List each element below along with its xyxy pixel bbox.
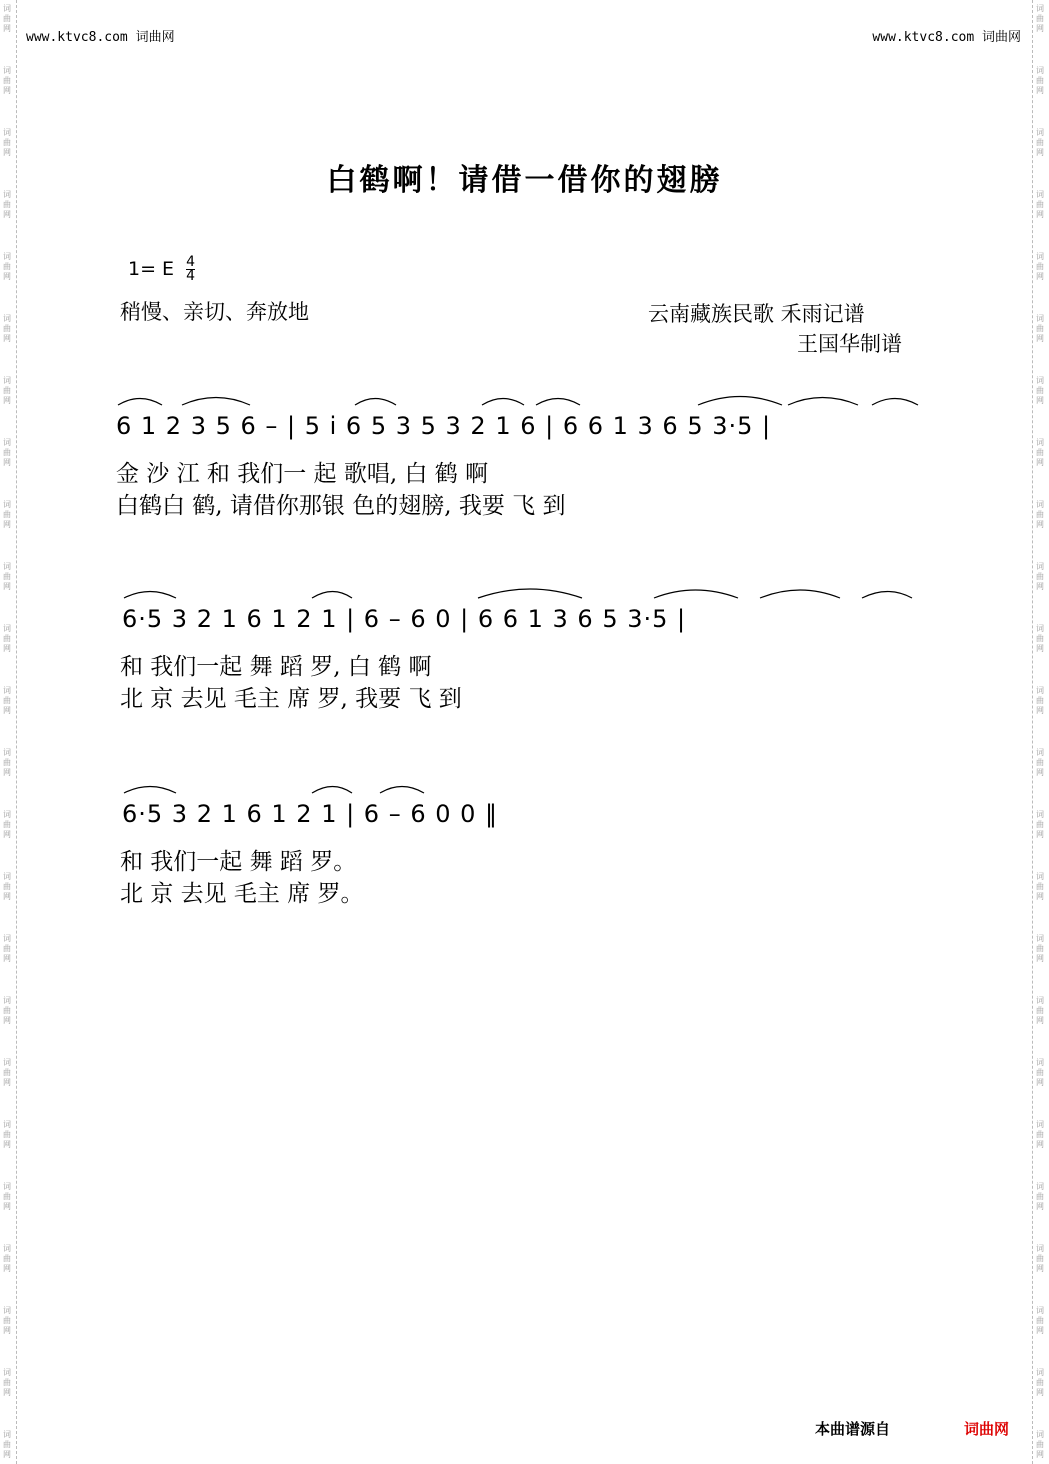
lyrics-line-3a: 和 我们一起 舞 蹈 罗。	[120, 849, 357, 875]
side-watermark-text: 词曲网	[3, 934, 11, 963]
side-watermark-text: 词曲网	[1036, 1182, 1044, 1211]
side-watermark-text: 词曲网	[1036, 190, 1044, 219]
slur	[698, 397, 782, 406]
slur	[654, 590, 738, 598]
side-watermark-text: 词曲网	[3, 1306, 11, 1335]
side-watermark-text: 词曲网	[3, 686, 11, 715]
time-signature-top: 4	[186, 254, 196, 270]
side-watermark-text: 词曲网	[3, 1244, 11, 1273]
lyrics-line-2b: 北 京 去见 毛主 席 罗, 我要 飞 到	[120, 686, 462, 712]
side-watermark-text: 词曲网	[1036, 872, 1044, 901]
side-watermark-text: 词曲网	[3, 996, 11, 1025]
slur	[312, 787, 352, 794]
side-watermark-text: 词曲网	[3, 1058, 11, 1087]
side-watermark-text: 词曲网	[1036, 314, 1044, 343]
side-watermark-text: 词曲网	[1036, 376, 1044, 405]
side-watermark-text: 词曲网	[3, 252, 11, 281]
site-link-right[interactable]: www.ktvc8.com 词曲网	[872, 30, 1021, 45]
side-watermark-text: 词曲网	[3, 66, 11, 95]
side-watermark-text: 词曲网	[3, 128, 11, 157]
side-watermark-text: 词曲网	[1036, 438, 1044, 467]
notation-line-2: 6·5 3 2 1 6 1 2 1 | 6 – 6 0 | 6 6 1 3 6 5 3·5 |	[122, 605, 687, 633]
slur	[124, 592, 176, 599]
side-watermark-text: 词曲网	[3, 500, 11, 529]
tempo-marking: 稍慢、亲切、奔放地	[120, 300, 309, 324]
side-watermark-text: 词曲网	[1036, 4, 1044, 33]
slur	[478, 589, 582, 598]
slur	[536, 399, 580, 406]
side-watermark-text: 词曲网	[1036, 1430, 1044, 1459]
notation-line-3: 6·5 3 2 1 6 1 2 1 | 6 – 6 0 0 ‖	[122, 800, 499, 828]
side-watermark-text: 词曲网	[3, 1430, 11, 1459]
side-watermark-text: 词曲网	[3, 748, 11, 777]
side-watermark-text: 词曲网	[3, 562, 11, 591]
side-watermark-text: 词曲网	[3, 624, 11, 653]
slur	[355, 399, 396, 406]
side-watermark-text: 词曲网	[3, 438, 11, 467]
side-watermark-text: 词曲网	[3, 1182, 11, 1211]
side-watermark-text: 词曲网	[1036, 66, 1044, 95]
side-watermark-text: 词曲网	[1036, 128, 1044, 157]
lyrics-line-2a: 和 我们一起 舞 蹈 罗, 白 鹤 啊	[120, 654, 432, 680]
key-label: 1= E	[128, 258, 175, 280]
side-watermark-text: 词曲网	[1036, 500, 1044, 529]
side-watermark-text: 词曲网	[3, 872, 11, 901]
side-watermark-text: 词曲网	[1036, 1244, 1044, 1273]
slur	[482, 399, 524, 406]
credit-line-2: 王国华制谱	[797, 332, 902, 356]
side-watermark-text: 词曲网	[3, 1120, 11, 1149]
site-link-left[interactable]: www.ktvc8.com 词曲网	[26, 30, 175, 45]
lyrics-line-1a: 金 沙 江 和 我们一 起 歌唱, 白 鹤 啊	[116, 461, 489, 487]
footer-source-label: 本曲谱源自	[815, 1420, 891, 1438]
side-watermark-text: 词曲网	[1036, 996, 1044, 1025]
side-watermark-text: 词曲网	[1036, 748, 1044, 777]
slur	[380, 787, 424, 794]
side-watermark-text: 词曲网	[3, 1368, 11, 1397]
credit-line-1: 云南藏族民歌 禾雨记谱	[648, 302, 865, 326]
side-watermark-text: 词曲网	[1036, 1368, 1044, 1397]
side-watermark-text: 词曲网	[3, 4, 11, 33]
side-watermark-text: 词曲网	[1036, 624, 1044, 653]
notation-line-1: 6 1 2 3 5 6 – | 5 i 6 5 3 5 3 2 1 6 | 6 6 1 3 6 5 3·5 |	[116, 412, 772, 440]
slur	[872, 399, 918, 406]
side-watermark-text: 词曲网	[1036, 562, 1044, 591]
slur	[312, 592, 352, 599]
side-watermark-text: 词曲网	[3, 810, 11, 839]
lyrics-line-1b: 白鹤白 鹤, 请借你那银 色的翅膀, 我要 飞 到	[116, 493, 566, 519]
side-watermark-text: 词曲网	[1036, 1120, 1044, 1149]
side-watermark-text: 词曲网	[1036, 1306, 1044, 1335]
lyrics-line-3b: 北 京 去见 毛主 席 罗。	[120, 881, 364, 907]
slur	[788, 398, 858, 406]
side-watermark-text: 词曲网	[1036, 686, 1044, 715]
side-watermark-text: 词曲网	[1036, 934, 1044, 963]
slur	[182, 398, 250, 406]
song-title: 白鹤啊！请借一借你的翅膀	[326, 163, 723, 198]
side-watermark-text: 词曲网	[3, 376, 11, 405]
time-signature-bottom: 4	[186, 268, 196, 284]
footer-brand-link[interactable]: 词曲网	[964, 1420, 1010, 1438]
side-watermark-text: 词曲网	[1036, 810, 1044, 839]
slur	[760, 590, 840, 598]
side-watermark-text: 词曲网	[3, 314, 11, 343]
slur	[118, 399, 162, 406]
side-watermark-text: 词曲网	[1036, 252, 1044, 281]
slur	[862, 592, 912, 599]
side-watermark-text: 词曲网	[3, 190, 11, 219]
side-watermark-text: 词曲网	[1036, 1058, 1044, 1087]
slur	[124, 787, 176, 794]
